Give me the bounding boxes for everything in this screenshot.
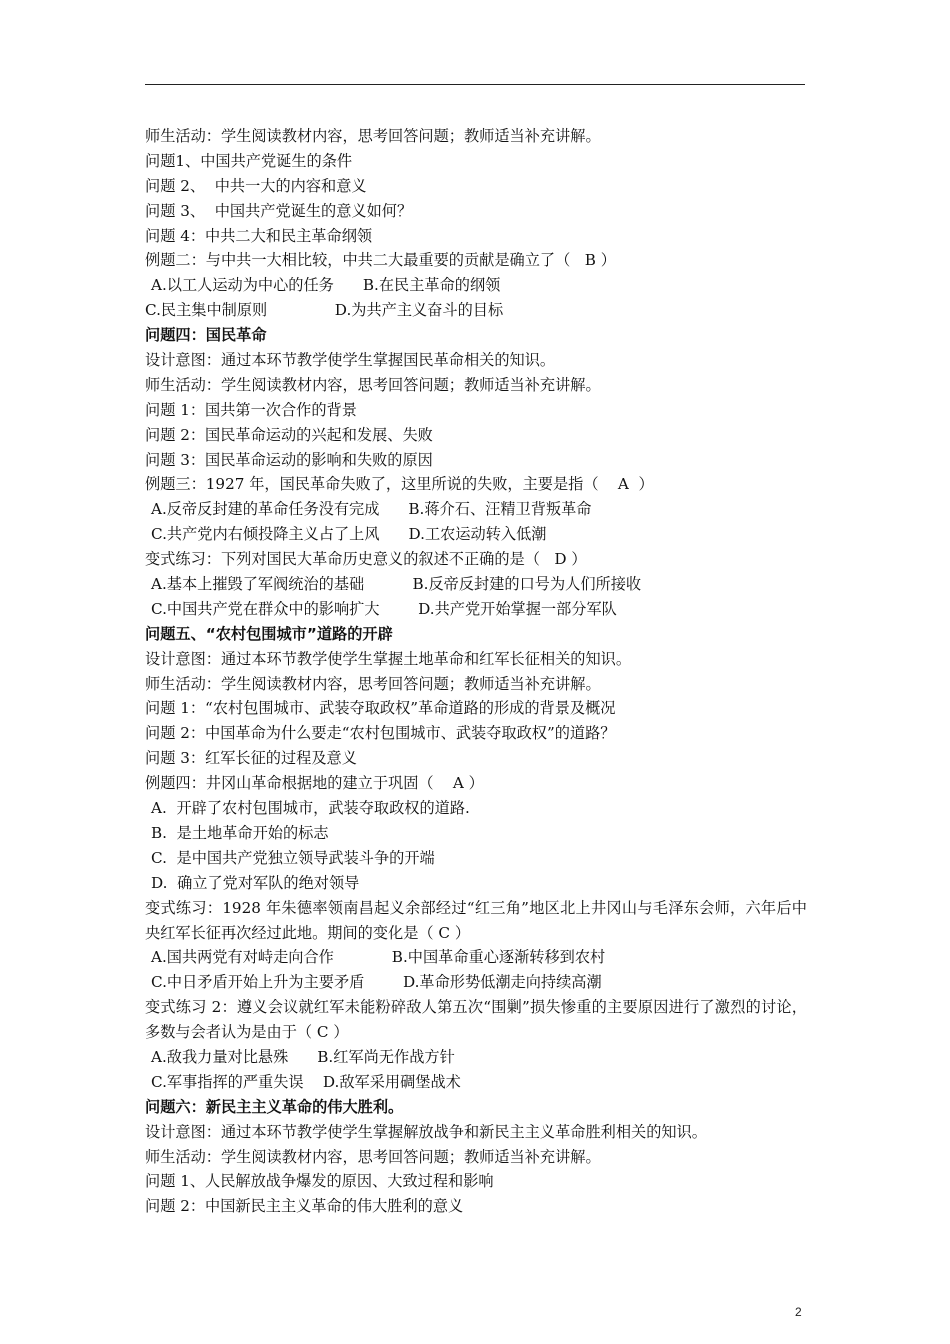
text-line: 问题 1、人民解放战争爆发的原因、大致过程和影响 bbox=[145, 1172, 494, 1191]
text-line: 师生活动：学生阅读教材内容，思考回答问题；教师适当补充讲解。 bbox=[145, 127, 601, 145]
text-line: 问题 2：中国新民主主义革命的伟大胜利的意义 bbox=[145, 1197, 464, 1216]
answer-options: C.中日矛盾开始上升为主要矛盾 D.革命形势低潮走向持续高潮 bbox=[151, 973, 602, 992]
exercise-question: 变式练习：下列对国民大革命历史意义的叙述不正确的是（ D ） bbox=[145, 550, 587, 569]
text-line: 问题 2、 中共一大的内容和意义 bbox=[145, 176, 367, 195]
answer-options: C.民主集中制原则 D.为共产主义奋斗的目标 bbox=[145, 301, 504, 320]
text-line: 问题 4：中共二大和民主革命纲领 bbox=[145, 226, 373, 245]
answer-options: C.共产党内右倾投降主义占了上风 D.工农运动转入低潮 bbox=[151, 525, 547, 544]
answer-options: A.敌我力量对比悬殊 B.红军尚无作战方针 bbox=[151, 1048, 455, 1067]
exercise-question: 变式练习：1928 年朱德率领南昌起义余部经过“红三角”地区北上井冈山与毛泽东会师，六年后中央红军长征再次经过此地。期间的变化是（ C ） bbox=[145, 898, 807, 942]
page-number: 2 bbox=[795, 1305, 802, 1319]
example-question: 例题二：与中共一大相比较，中共二大最重要的贡献是确立了（ B ） bbox=[145, 251, 616, 270]
answer-options: A.反帝反封建的革命任务没有完成 B.蒋介石、汪精卫背叛革命 bbox=[151, 500, 592, 519]
text-line: 问题 3：国民革命运动的影响和失败的原因 bbox=[145, 450, 433, 469]
answer-option: C. 是中国共产党独立领导武装斗争的开端 bbox=[151, 848, 435, 867]
example-question: 例题四：井冈山革命根据地的建立于巩固（ A ） bbox=[145, 774, 484, 793]
section-heading: 问题四：国民革命 bbox=[145, 326, 267, 345]
text-line: 问题 1：国共第一次合作的背景 bbox=[145, 400, 357, 419]
answer-options: C.军事指挥的严重失误 D.敌军采用碉堡战术 bbox=[151, 1072, 461, 1091]
text-line: 师生活动：学生阅读教材内容，思考回答问题；教师适当补充讲解。 bbox=[145, 375, 601, 394]
text-line: 问题 3、 中国共产党诞生的意义如何？ bbox=[145, 201, 413, 220]
text-line: 师生活动：学生阅读教材内容，思考回答问题；教师适当补充讲解。 bbox=[145, 1147, 601, 1166]
example-question: 例题三：1927 年，国民革命失败了，这里所说的失败，主要是指（ A ） bbox=[145, 475, 654, 494]
text-line: 问题1、中国共产党诞生的条件 bbox=[145, 151, 353, 170]
answer-option: B. 是土地革命开始的标志 bbox=[151, 823, 329, 842]
text-line: 问题 2：中国革命为什么要走“农村包围城市、武装夺取政权”的道路？ bbox=[145, 724, 616, 743]
text-line: 设计意图：通过本环节教学使学生掌握国民革命相关的知识。 bbox=[145, 351, 556, 370]
text-line: 问题 3：红军长征的过程及意义 bbox=[145, 749, 357, 768]
section-heading: 问题五、“农村包围城市”道路的开辟 bbox=[145, 624, 393, 643]
answer-options: A.基本上摧毁了军阀统治的基础 B.反帝反封建的口号为人们所接收 bbox=[151, 575, 642, 594]
text-line: 问题 2：国民革命运动的兴起和发展、失败 bbox=[145, 425, 433, 444]
text-line: 师生活动：学生阅读教材内容，思考回答问题；教师适当补充讲解。 bbox=[145, 674, 601, 693]
answer-options: A.以工人运动为中心的任务 B.在民主革命的纲领 bbox=[151, 276, 501, 295]
text-line: 设计意图：通过本环节教学使学生掌握解放战争和新民主主义革命胜利相关的知识。 bbox=[145, 1122, 707, 1141]
text-line: 设计意图：通过本环节教学使学生掌握土地革命和红军长征相关的知识。 bbox=[145, 649, 631, 668]
header-rule bbox=[145, 84, 805, 85]
answer-option: A. 开辟了农村包围城市，武装夺取政权的道路. bbox=[151, 799, 470, 818]
text-line: 问题 1：“农村包围城市、武装夺取政权”革命道路的形成的背景及概况 bbox=[145, 699, 616, 718]
answer-option: D. 确立了党对军队的绝对领导 bbox=[151, 873, 360, 892]
answer-options: C.中国共产党在群众中的影响扩大 D.共产党开始掌握一部分军队 bbox=[151, 599, 617, 618]
section-heading: 问题六：新民主主义革命的伟大胜利。 bbox=[145, 1097, 404, 1116]
answer-options: A.国共两党有对峙走向合作 B.中国革命重心逐渐转移到农村 bbox=[151, 948, 606, 967]
document-body bbox=[145, 124, 807, 1219]
exercise-question: 变式练习 2：遵义会议就红军未能粉碎敌人第五次“围剿”损失惨重的主要原因进行了激烈的讨论，多数与会者认为是由于（ C ） bbox=[145, 998, 807, 1042]
